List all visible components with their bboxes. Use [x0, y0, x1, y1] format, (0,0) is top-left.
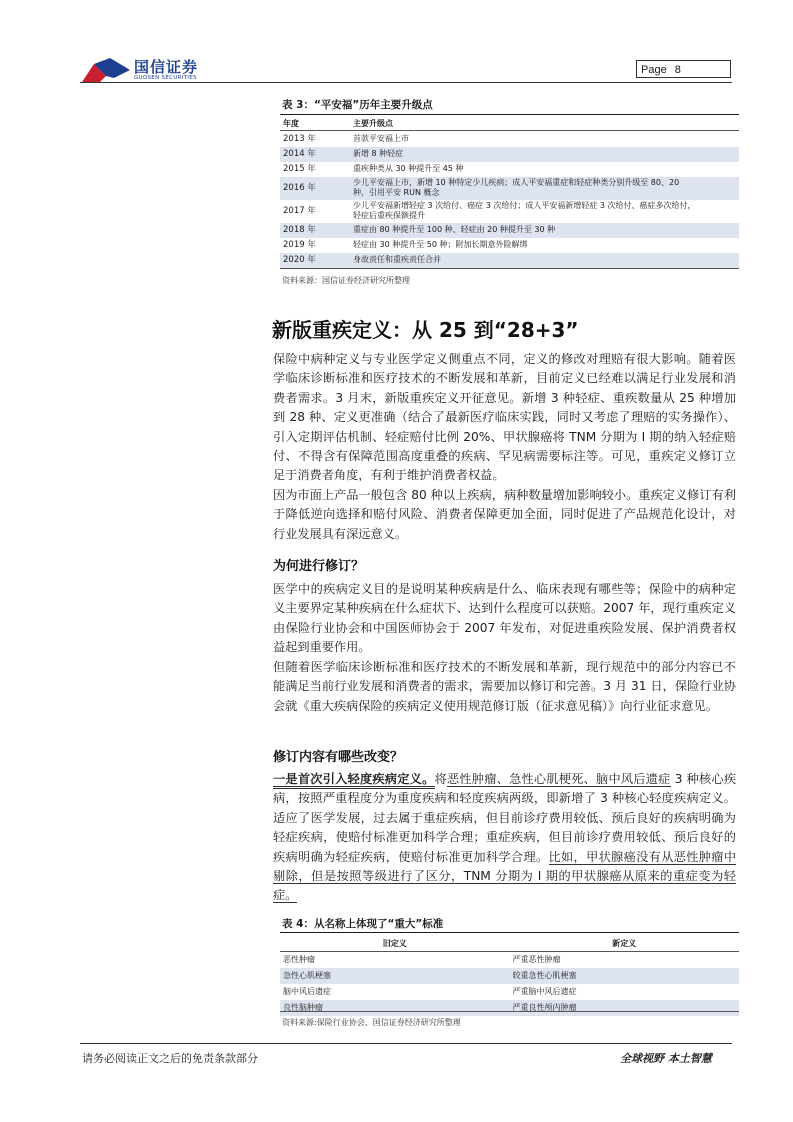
- table4-old: 脑中风后遗症: [283, 987, 331, 996]
- page-label: Page: [641, 64, 667, 76]
- header-divider: [80, 82, 732, 83]
- table3-bottom-rule: [280, 268, 739, 269]
- table4-col-new: 新定义: [510, 935, 740, 952]
- table4-new: 较重急性心肌梗塞: [510, 968, 740, 984]
- table3-point: 首款平安福上市: [353, 133, 409, 143]
- table3-year: 2018 年: [280, 223, 350, 238]
- paragraph-3: 医学中的疾病定义目的是说明某种疾病是什么、临床表现有哪些等；保险中的病种定义主要界定某种疾病在什么症状下、达到什么程度可以获赔。2007 年，现行重疾定义由保险行业协会和中国医师协会于 2007 年发布，对促进重疾险发展、保护消费者权益起到重要作用。: [273, 582, 736, 655]
- table3-year: 2013 年: [283, 133, 316, 144]
- table3-year: 2015 年: [283, 164, 316, 174]
- brand-name-cn: 国信证券: [134, 58, 199, 76]
- table4-new: 严重恶性肿瘤: [512, 955, 561, 964]
- page-indicator: [636, 60, 731, 78]
- table3-point: 新增 8 种轻症: [350, 147, 739, 162]
- paragraph-5: 一是首次引入轻度疾病定义。将恶性肿瘤、急性心肌梗死、脑中风后遗症 3 种核心疾病，按照严重程度分为重度疾病和轻度疾病两级，即新增了 3 种核心轻度疾病定义。适应了医学发展，过去属于重症疾病，但目前诊疗费用较低、预后良好的疾病明确为轻症疾病，使赔付标准更加科学合理；重症疾病，但目前诊疗费用较低、预后良好的疾病明确为轻症疾病，使赔付标准更加科学合理。比如，甲状腺癌没有从恶性肿瘤中剔除，但是按照等级进行了区分，TNM 分期为 I 期的甲状腺癌从原来的重症变为轻症。: [273, 772, 737, 903]
- table3-point: 重疾种类从 30 种提升至 45 种: [353, 164, 464, 173]
- table3-col-points: 主要升级点: [350, 117, 739, 131]
- table3-top-rule: [280, 114, 739, 115]
- lead-statement: 一是首次引入轻度疾病定义。: [273, 772, 435, 789]
- table4-new: 严重脑中风后遗症: [512, 987, 577, 996]
- section-title: 新版重疾定义：从 25 到“28+3”: [272, 318, 579, 342]
- table3-point: 少儿平安福上市，新增 10 种特定少儿疾病；成人平安福重症和轻症种类分别升级至 80、20 种，引用平安 RUN 概念: [350, 177, 739, 200]
- subheading-why: 为何进行修订？: [273, 559, 365, 574]
- core-diseases: 恶性肿瘤、急性心肌梗死、脑中风后遗症: [446, 772, 671, 786]
- table3-year: 2019 年: [283, 240, 316, 250]
- logo-mark-icon: [80, 56, 132, 84]
- footer-disclaimer: 请务必阅读正文之后的免责条款部分: [82, 1052, 258, 1065]
- footer-divider: [80, 1043, 732, 1044]
- example-statement: 比如，甲状腺癌没有从恶性肿瘤中剔除，但是按照等级进行了区分，TNM 分期为 I 期的甲状腺癌从原来的重症变为轻症。: [273, 849, 737, 903]
- table3-year: 2014 年: [280, 147, 350, 162]
- paragraph-2: 因为市面上产品一般包含 80 种以上疾病，病种数量增加影响较小。重疾定义修订有利于降低逆向选择和赔付风险、消费者保障更加全面，同时促进了产品规范化设计，对行业发展具有深远意义。: [273, 488, 736, 541]
- table4-new: 严重良性颅内肿瘤: [510, 1000, 740, 1016]
- table3-year: 2017 年: [283, 206, 316, 216]
- brand-name-en: GUOSEN SECURITIES: [134, 75, 197, 81]
- table4-old: 急性心肌梗塞: [280, 968, 510, 984]
- footer-slogan: 全球视野 本土智慧: [620, 1052, 712, 1065]
- paragraph-1: 保险中病种定义与专业医学定义侧重点不同，定义的修改对理赔有很大影响。随着医学临床诊断标准和医疗技术的不断发展和革新，目前定义已经难以满足行业发展和消费者需求。3 月末，新版重疾定义开征意见。新增 3 种轻症、重疾数量从 25 种增加到 28 种、定义更准确（结合了最新医疗临床实践，同时又考虑了理赔的实务操作）、引入定期评估机制、轻症赔付比例 20%、甲状腺癌将 TNM 分期为 I 期的纳入轻症赔付、不得含有保障范围高度重叠的疾病、罕见病需要标注等。可见，重疾定义修订立足于消费者角度，有利于维护消费者权益。: [273, 352, 736, 483]
- table3-source: 资料来源：国信证券经济研究所整理: [282, 276, 410, 285]
- table4: [280, 935, 739, 1016]
- table3-point: 重症由 80 种提升至 100 种、轻症由 20 种提升至 30 种: [350, 223, 739, 238]
- subheading-changes: 修订内容有哪些改变？: [273, 750, 404, 765]
- table3-point: 轻症由 30 种提升至 50 种；附加长期意外险解绑: [353, 240, 528, 249]
- table4-title: 表 4：从名称上体现了“重大”标准: [282, 918, 444, 930]
- table4-bottom-rule: [280, 1011, 739, 1012]
- paragraph-4: 但随着医学临床诊断标准和医疗技术的不断发展和革新，现行规范中的部分内容已不能满足当前行业发展和消费者的需求，需要加以修订和完善。3 月 31 日，保险行业协会就《重大疾病保险的疾病定义使用规范修订版（征求意见稿）》向行业征求意见。: [273, 660, 736, 713]
- table4-top-rule: [280, 932, 739, 933]
- table4-old: 恶性肿瘤: [283, 955, 315, 964]
- table3-point: 少儿平安福新增轻症 3 次给付、癌症 3 次给付；成人平安福新增轻症 3 次给付、癌症多次给付， 轻症后重疾保额提升: [353, 201, 696, 220]
- table3-point: 身故责任和重疾责任合并: [350, 253, 739, 268]
- table4-col-old: 旧定义: [280, 935, 510, 952]
- page-number: 8: [674, 64, 681, 76]
- brand-logo: [80, 56, 220, 84]
- table3-year: 2016 年: [280, 177, 350, 200]
- table4-old: 良性脑肿瘤: [280, 1000, 510, 1016]
- table3-year: 2020 年: [280, 253, 350, 268]
- table3-col-year: 年度: [280, 117, 350, 131]
- table4-source: 资料来源:保险行业协会、国信证券经济研究所整理: [282, 1018, 461, 1027]
- table3-title: 表 3：“平安福”历年主要升级点: [282, 99, 433, 111]
- table3: [280, 117, 739, 268]
